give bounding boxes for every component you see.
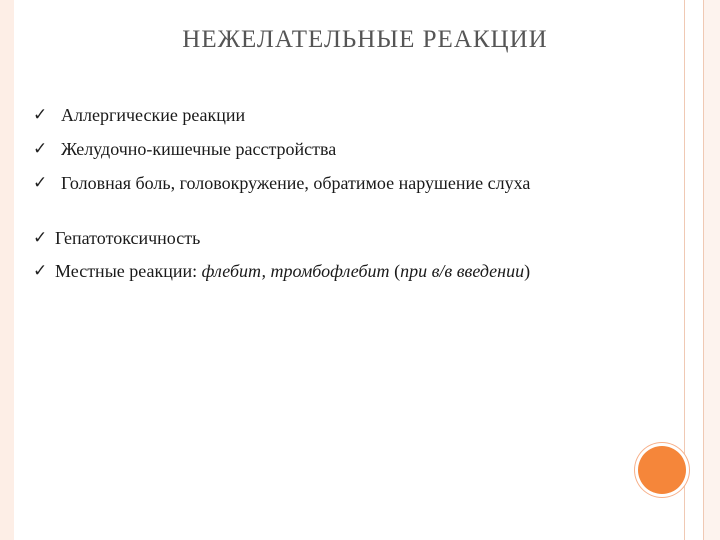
paren-open: ( (389, 261, 401, 281)
orange-circle-decoration (638, 446, 686, 494)
slide-title: НЕЖЕЛАТЕЛЬНЫЕ РЕАКЦИИ (182, 26, 548, 53)
list-item-text: Аллергические реакции (61, 105, 246, 125)
iv-administration-text: при в/в введении (400, 261, 525, 281)
list-item-text: Головная боль, головокружение, обратимое нарушение слуха (61, 173, 531, 193)
left-decorative-stripe (0, 0, 14, 540)
right-decorative-border (684, 0, 704, 540)
local-reactions-label: Местные реакции: (55, 261, 202, 281)
checkmark-icon: ✓ (33, 173, 48, 193)
phlebitis-text: флебит, тромбофлебит (201, 261, 390, 281)
list-item-text: Желудочно-кишечные расстройства (61, 139, 337, 159)
checkmark-icon: ✓ (33, 228, 48, 248)
list-item-text: Гепатотоксичность (55, 228, 201, 248)
right-decorative-edge (704, 0, 720, 540)
checkmark-icon: ✓ (33, 139, 48, 159)
checkmark-icon: ✓ (33, 105, 48, 125)
checkmark-icon: ✓ (33, 261, 48, 281)
list-item-text (55, 260, 530, 282)
paren-close: ) (524, 261, 531, 281)
